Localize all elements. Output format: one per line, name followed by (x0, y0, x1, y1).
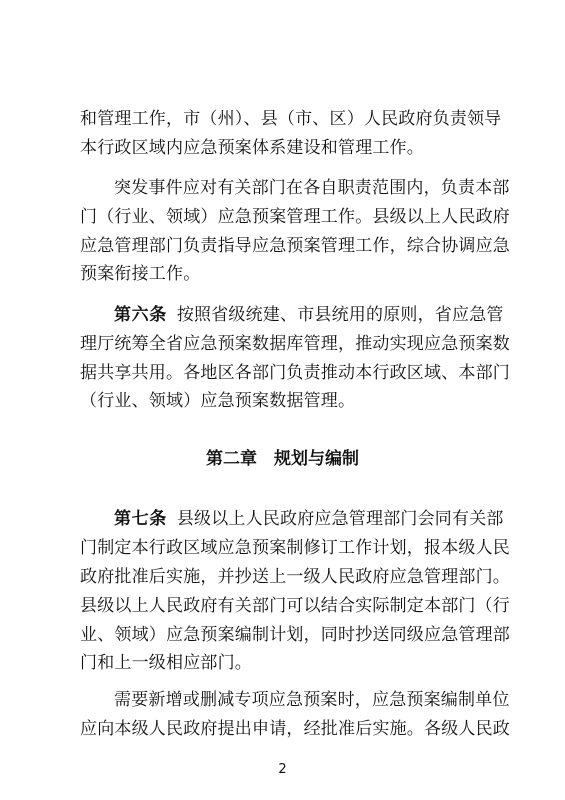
article-7-line-1: 县级以上人民政府应急管理部门会同有关部 (176, 509, 504, 529)
article-7-line-2: 门制定本行政区域应急预案制修订工作计划，报本级人民 (80, 538, 510, 558)
article-7-line-4: 县级以上人民政府有关部门可以结合实际制定本部门（行 (80, 596, 510, 616)
article-6-line-1: 按照省级统建、市县统用的原则，省应急管 (176, 305, 504, 325)
paragraph-2-line-3: 应急管理部门负责指导应急预案管理工作，综合协调应急 (80, 236, 510, 256)
paragraph-2-line-4: 预案衔接工作。 (80, 264, 201, 284)
paragraph-2-line-2: 门（行业、领域）应急预案管理工作。县级以上人民政府 (80, 207, 510, 227)
paragraph-1-line-2: 本行政区域内应急预案体系建设和管理工作。 (80, 138, 424, 158)
paragraph-6-line-1: 需要新增或删减专项应急预案时，应急预案编制单位 (114, 690, 510, 710)
article-7-label: 第七条 (114, 509, 167, 529)
chapter-heading: 第二章 规划与编制 (206, 449, 359, 469)
paragraph-2-line-1: 突发事件应对有关部门在各自职责范围内，负责本部 (114, 178, 510, 198)
article-6-label: 第六条 (114, 305, 167, 325)
paragraph-6-line-2: 应向本级人民政府提出申请，经批准后实施。各级人民政 (80, 719, 510, 739)
article-6-line-3: 据共享共用。各地区各部门负责推动本行政区域、本部门 (80, 363, 510, 383)
article-6-line-4: （行业、领域）应急预案数据管理。 (80, 391, 356, 411)
article-7-line-3: 政府批准后实施，并抄送上一级人民政府应急管理部门。 (80, 567, 510, 587)
paragraph-1-line-1: 和管理工作，市（州）、县（市、区）人民政府负责领导 (80, 109, 502, 129)
article-6-first-line (114, 304, 504, 326)
article-7-first-line (114, 508, 504, 530)
page-number: 2 (278, 762, 287, 777)
article-7-line-6: 门和上一级相应部门。 (80, 653, 252, 673)
article-6-line-2: 理厅统筹全省应急预案数据库管理，推动实现应急预案数 (80, 334, 510, 354)
article-7-line-5: 业、领域）应急预案编制计划，同时抄送同级应急管理部 (80, 625, 510, 645)
